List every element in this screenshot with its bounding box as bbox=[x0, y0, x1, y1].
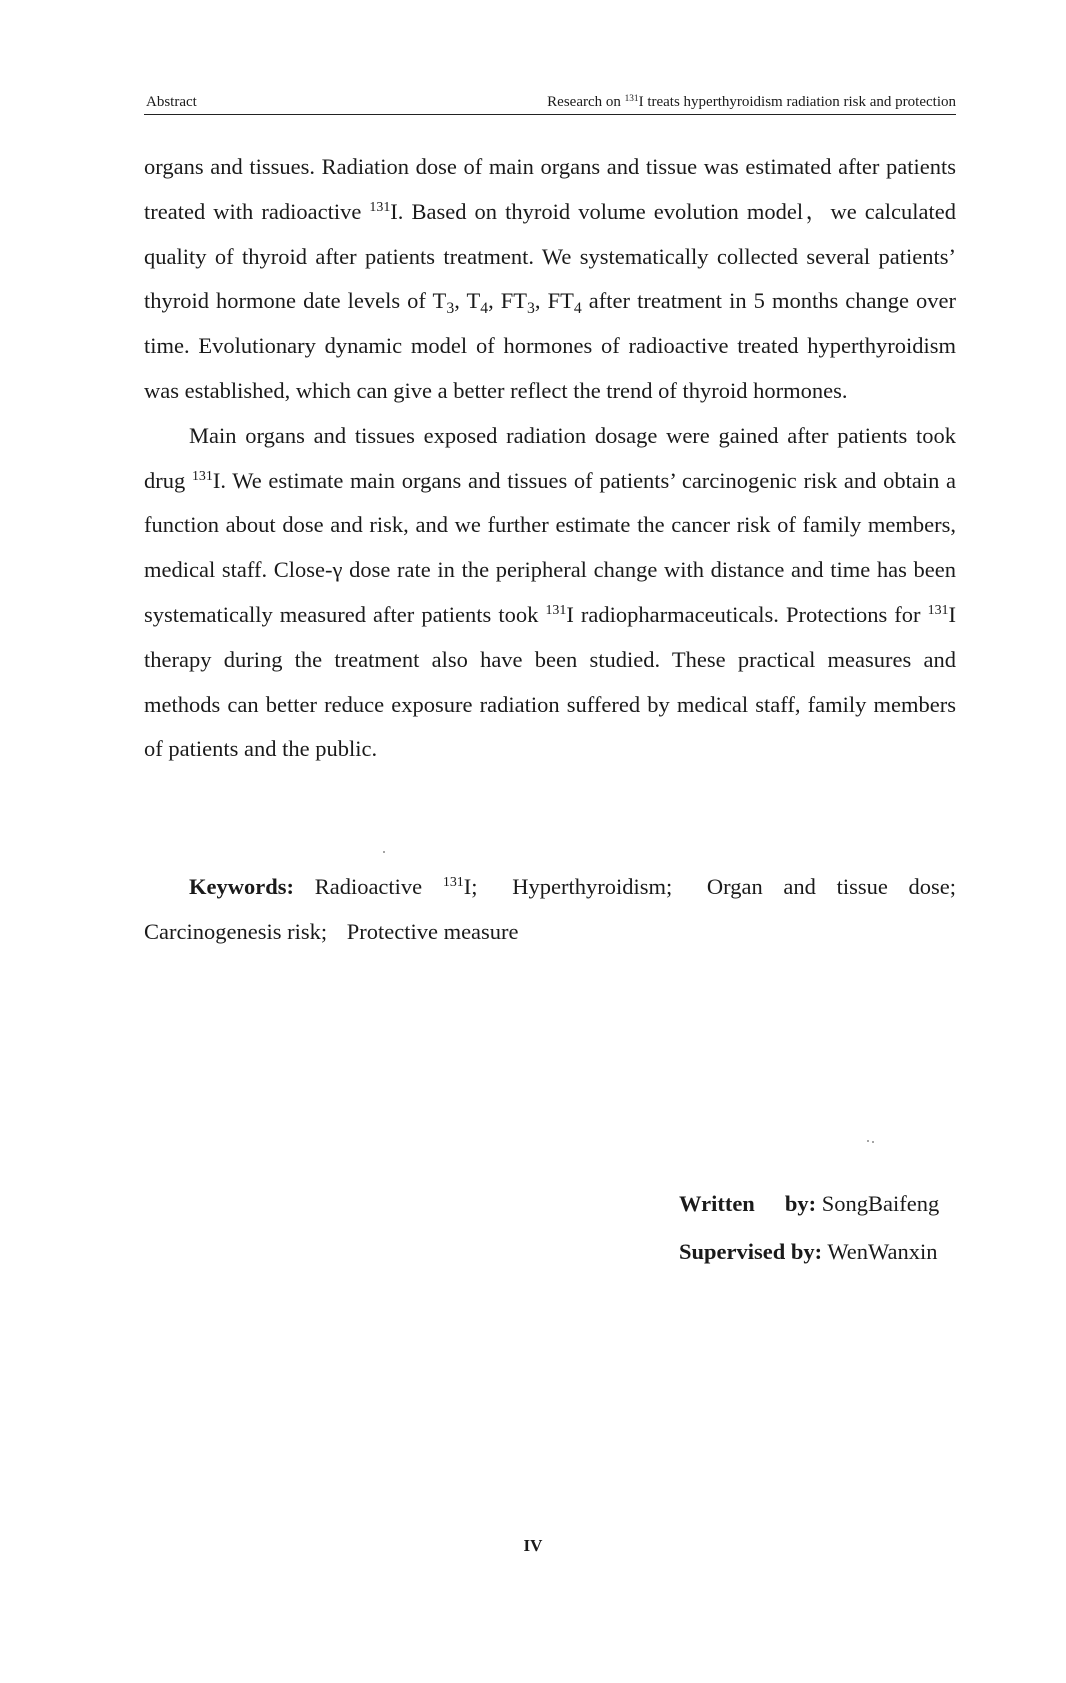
keywords-line bbox=[144, 864, 956, 954]
keywords-label: Keywords: bbox=[189, 874, 294, 899]
abstract-paragraph-2: Main organs and tissues exposed radiation dosage were gained after patients took drug $^{131}$I. We estimate main organs and tissues of patients’ carcinogenic risk and obtain a function about dose and risk, and we further estimate the cancer risk of family members, medical staff. Close-γ dose rate in the peripheral change with distance and time has been systematically measured after patients took $^{131}$I radiopharmaceuticals. Protections for $^{131}$I therapy during the treatment also have been studied. These practical measures and methods can better reduce exposure radiation suffered by medical staff, family members of patients and the public. bbox=[144, 422, 957, 762]
supervised-by-line: Supervised by: WenWanxin bbox=[679, 1239, 938, 1264]
keyword-2: Hyperthyroidism; bbox=[512, 874, 673, 899]
keyword-4: Carcinogenesis risk; bbox=[144, 919, 328, 944]
header-section-title: Abstract bbox=[146, 94, 197, 110]
header-document-title: Research on $^{131}$I treats hyperthyroidism radiation risk and protection bbox=[547, 93, 956, 110]
scan-speck bbox=[867, 1140, 869, 1142]
supervisor-name: WenWanxin bbox=[827, 1239, 938, 1264]
abstract-paragraph-1: organs and tissues. Radiation dose of main organs and tissue was estimated after patients treated with radioactive $^{131}$I. Based on thyroid volume evolution model，we calculated quality of thyroid after patients treatment. We systematically collected several patients’ thyroid hormone date levels of $T_3$, $T_4$, $FT_3$, $FT_4$ after treatment in 5 months change over time. Evolutionary dynamic model of hormones of radioactive treated hyperthyroidism was established, which can give a better reflect the trend of thyroid hormones. bbox=[144, 154, 957, 403]
keyword-5: Protective measure bbox=[346, 919, 519, 944]
page-number: IV bbox=[523, 1536, 543, 1555]
author-name: SongBaifeng bbox=[821, 1191, 940, 1216]
keyword-3: Organ and tissue dose; bbox=[706, 874, 957, 899]
abstract-body bbox=[144, 145, 956, 772]
written-by-line: Written by: SongBaifeng bbox=[679, 1191, 940, 1216]
keyword-1: Radioactive $^{131}$I; bbox=[314, 874, 478, 899]
scan-speck bbox=[872, 1141, 874, 1143]
running-header bbox=[144, 92, 956, 115]
scan-speck bbox=[383, 851, 385, 853]
signature-block bbox=[679, 1180, 939, 1276]
